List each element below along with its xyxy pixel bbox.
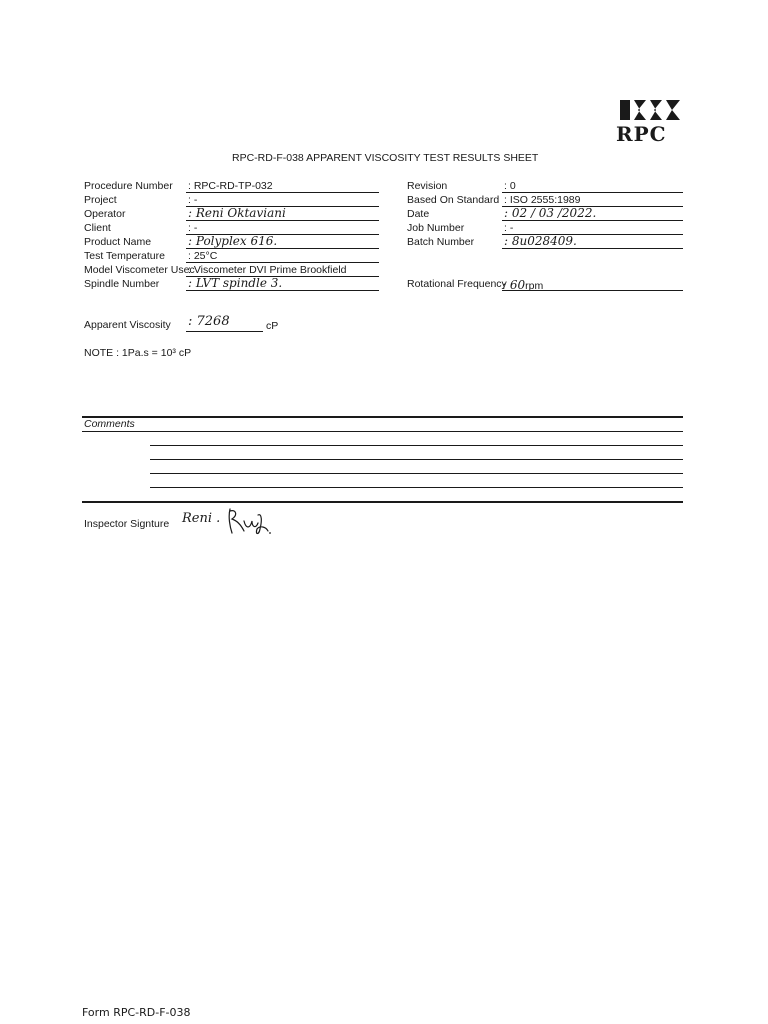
label-model-viscometer: Model Viscometer Usec [84, 264, 195, 276]
comments-line-5 [150, 487, 683, 488]
label-job-number: Job Number [407, 222, 465, 234]
value-revision: : 0 [504, 180, 516, 192]
underline-based-on-standard [502, 206, 683, 207]
value-date: : 02 / 03 /2022. [504, 206, 597, 220]
label-revision: Revision [407, 180, 448, 192]
label-based-on-standard: Based On Standard [407, 194, 500, 206]
label-spindle-number: Spindle Number [84, 278, 160, 290]
value-based-on-standard: : ISO 2555:1989 [504, 194, 581, 206]
label-client: Client [84, 222, 111, 234]
label-product-name: Product Name [84, 236, 152, 248]
underline-procedure-number [186, 192, 379, 193]
value-batch-number: : 8u028409. [504, 234, 577, 248]
comments-line-2 [150, 445, 683, 446]
label-test-temperature: Test Temperature [84, 250, 165, 262]
value-product-name: : Polyplex 616. [188, 234, 278, 248]
rpc-logo-mark-icon [616, 98, 682, 122]
rpc-logo-text: RPC [616, 122, 667, 146]
label-operator: Operator [84, 208, 126, 220]
value-rotational-frequency: : 60 [502, 278, 526, 292]
underline-client [186, 234, 379, 235]
handwritten-signature-icon [224, 505, 274, 539]
underline-test-temperature [186, 262, 379, 263]
value-operator: : Reni Oktaviani [188, 206, 286, 220]
unit-apparent-viscosity: cP [266, 320, 279, 332]
comments-top-rule [82, 416, 683, 418]
rpc-logo [614, 98, 682, 144]
value-procedure-number: : RPC-RD-TP-032 [188, 180, 273, 192]
value-test-temperature: : 25°C [188, 250, 218, 262]
unit-rotational-frequency: rpm [525, 280, 544, 292]
label-comments: Comments [84, 418, 135, 430]
value-client: : - [188, 222, 198, 234]
comments-bottom-rule [82, 501, 683, 503]
label-project: Project [84, 194, 117, 206]
underline-revision [502, 192, 683, 193]
underline-date [502, 220, 683, 221]
comments-line-4 [150, 473, 683, 474]
value-model-viscometer: : Viscometer DVI Prime Brookfield [188, 264, 347, 276]
label-rotational-frequency: Rotational Frequency [407, 278, 507, 290]
underline-product-name [186, 248, 379, 249]
label-apparent-viscosity: Apparent Viscosity [84, 319, 171, 331]
underline-apparent-viscosity [186, 331, 263, 332]
rotational-frequency-field [502, 276, 543, 294]
underline-operator [186, 220, 379, 221]
comments-line-3 [150, 459, 683, 460]
underline-model-viscometer [186, 276, 379, 277]
note-text: NOTE : 1Pa.s = 10³ cP [84, 347, 192, 359]
value-project: : - [188, 194, 198, 206]
value-apparent-viscosity: : 7268 [188, 314, 230, 329]
underline-project [186, 206, 379, 207]
label-inspector-signature: Inspector Signture [84, 518, 170, 530]
label-procedure-number: Procedure Number [84, 180, 173, 192]
label-batch-number: Batch Number [407, 236, 475, 248]
label-date: Date [407, 208, 430, 220]
comments-line-1 [82, 431, 683, 432]
value-spindle-number: : LVT spindle 3. [188, 276, 283, 290]
underline-rotational-frequency [502, 290, 683, 291]
underline-job-number [502, 234, 683, 235]
inspector-name: Reni . [182, 511, 221, 526]
footer-form-number: Form RPC-RD-F-038 [82, 1006, 191, 1019]
value-job-number: : - [504, 222, 514, 234]
underline-batch-number [502, 248, 683, 249]
sheet-title: RPC-RD-F-038 APPARENT VISCOSITY TEST RESULTS SHEET [232, 152, 539, 164]
underline-spindle-number [186, 290, 379, 291]
